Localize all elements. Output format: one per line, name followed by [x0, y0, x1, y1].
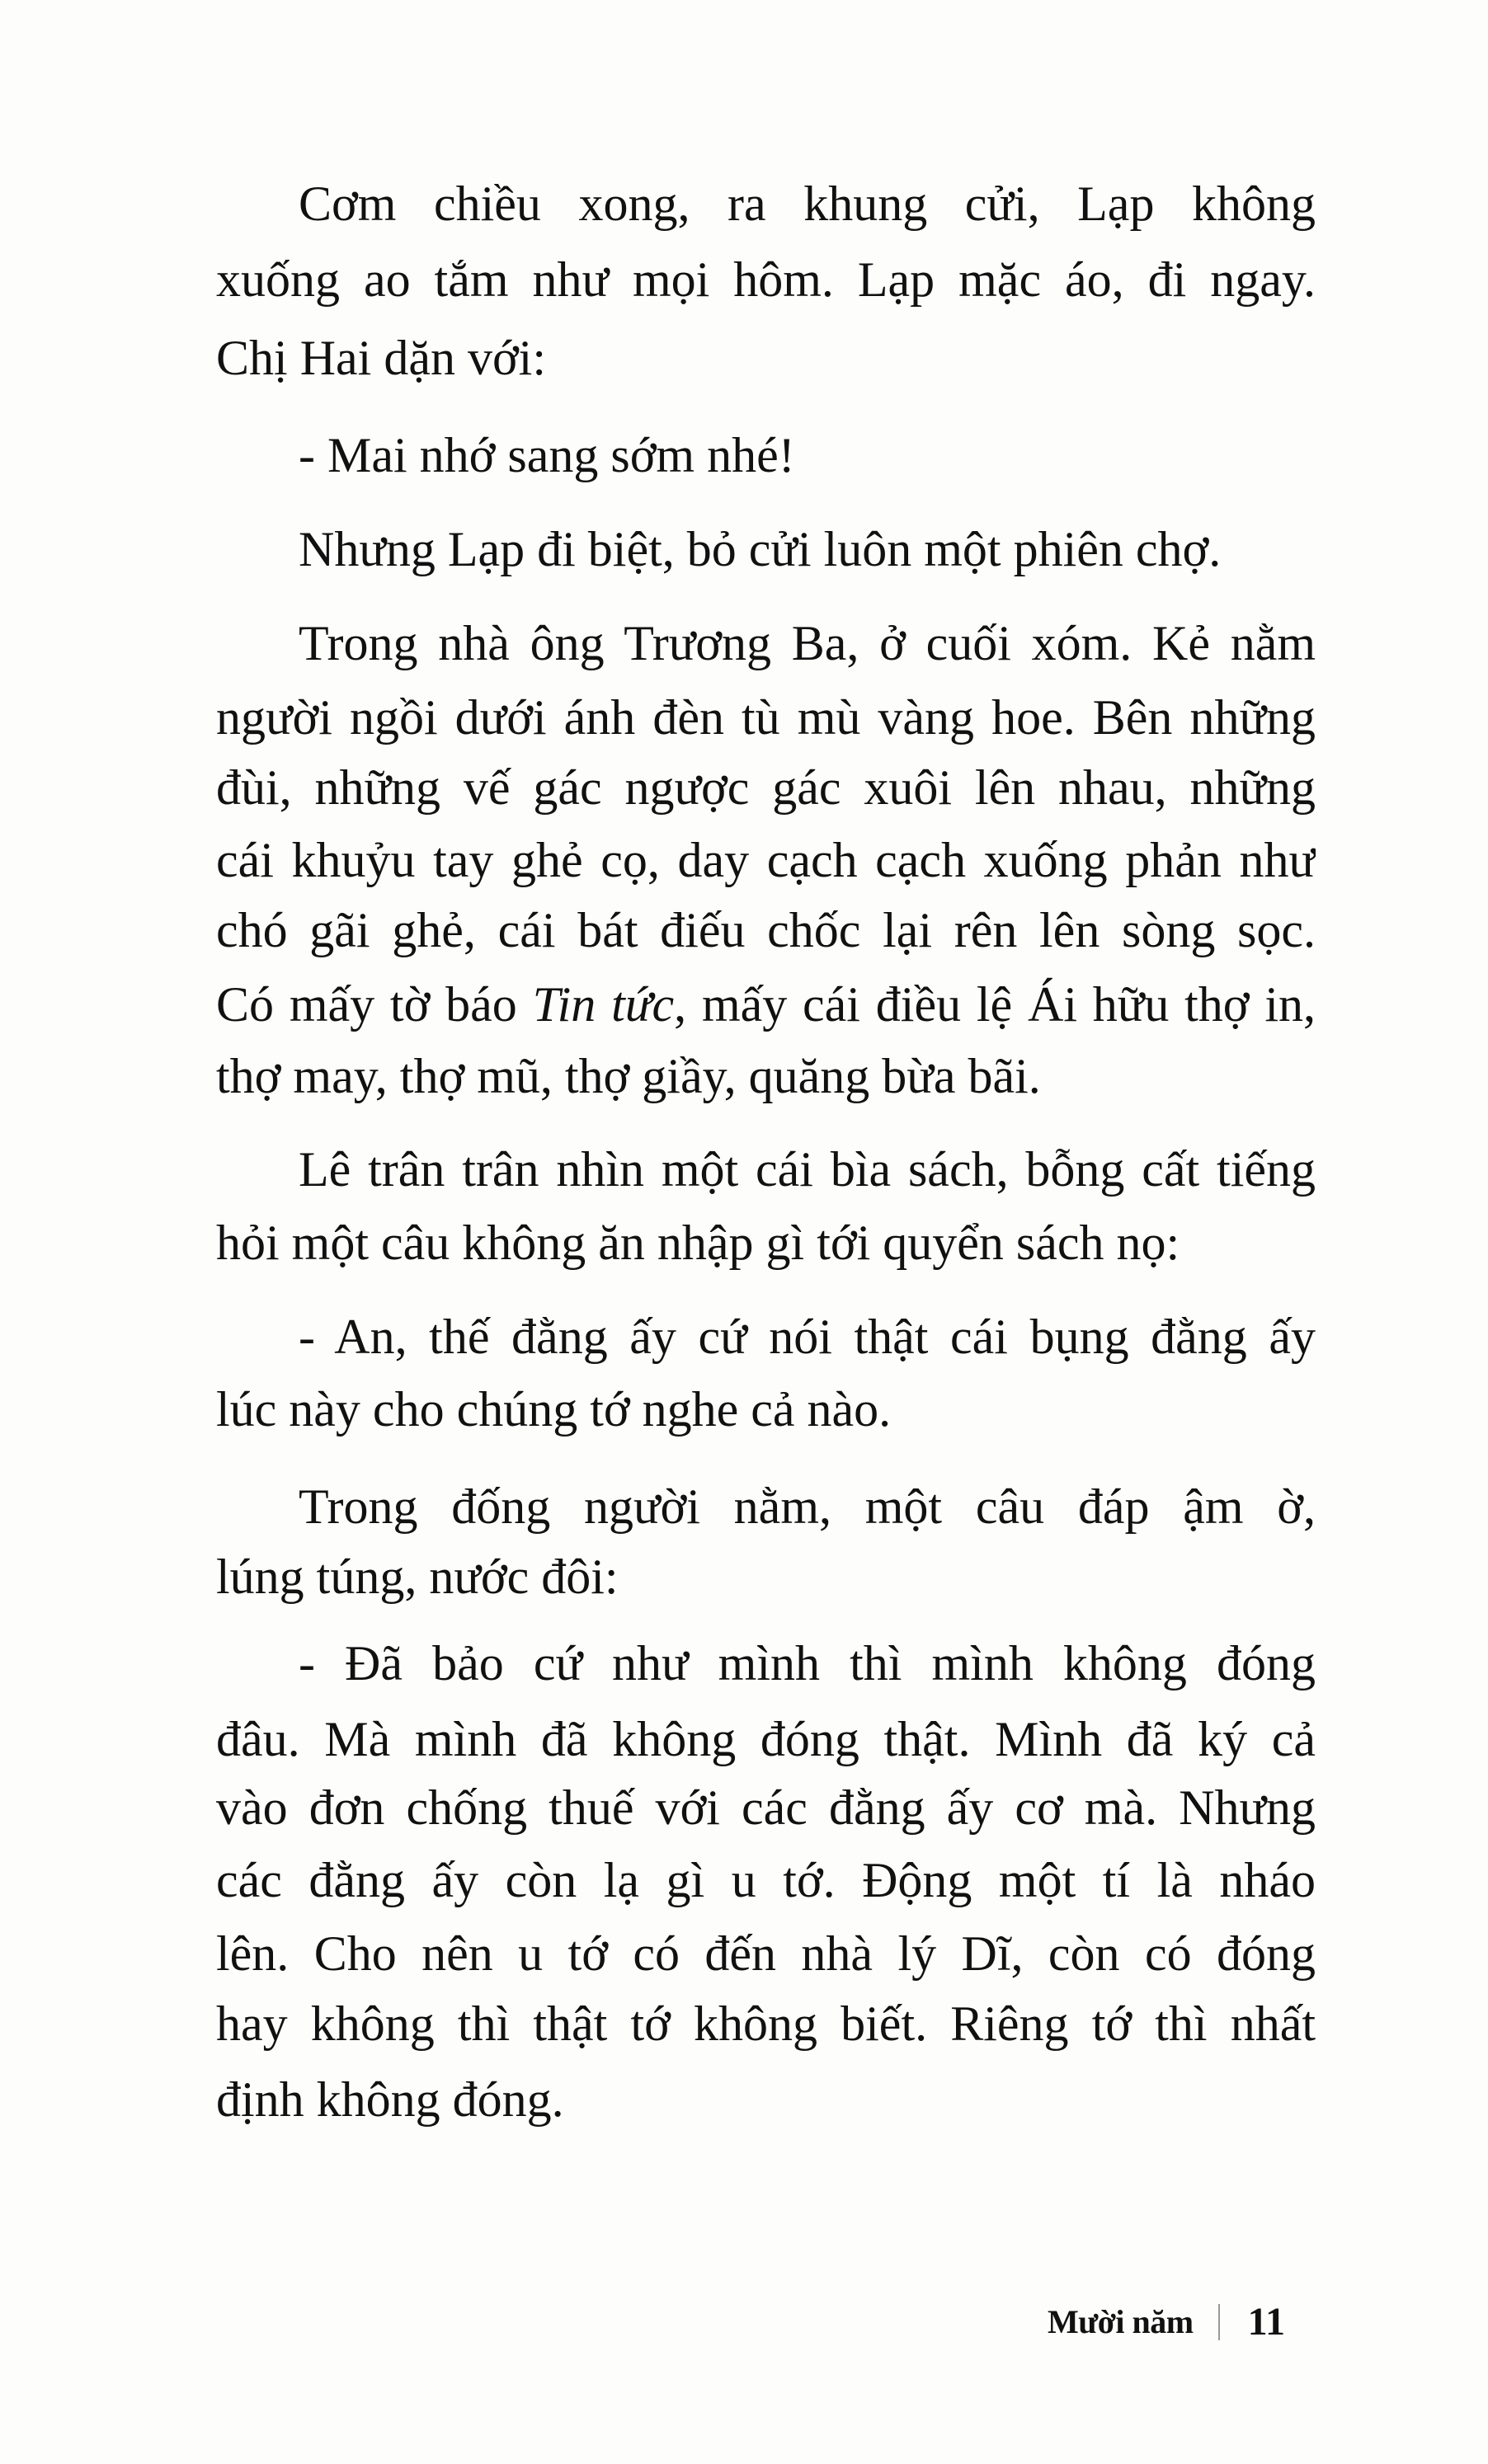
- text-line: [216, 1039, 1316, 1113]
- text-line: [216, 2062, 1316, 2137]
- text-line: [216, 1702, 1316, 1776]
- text-segment: - An, thế đằng ấy cứ nói thật cái bụng đằng ấy: [299, 1310, 1316, 1364]
- text-segment: hay không thì thật tớ không biết. Riêng tớ thì nhất: [216, 1996, 1316, 2051]
- text-segment: Trong nhà ông Trương Ba, ở cuối xóm. Kẻ nằm: [299, 616, 1316, 670]
- text-segment: xuống ao tắm như mọi hôm. Lạp mặc áo, đi ngay.: [216, 252, 1316, 307]
- text-segment: cái khuỷu tay ghẻ cọ, day cạch cạch xuống phản như: [216, 833, 1316, 887]
- text-line: [216, 1916, 1316, 1991]
- text-line: [299, 512, 1316, 586]
- text-segment: thợ may, thợ mũ, thợ giầy, quăng bừa bãi.: [216, 1049, 1041, 1103]
- text-line: [216, 321, 1316, 395]
- text-line: [299, 1469, 1316, 1544]
- footer-divider: [1218, 2304, 1220, 2340]
- text-segment: lúc này cho chúng tớ nghe cả nào.: [216, 1382, 892, 1437]
- text-line: [299, 1626, 1316, 1700]
- text-line: [299, 606, 1316, 680]
- text-line: [216, 1770, 1316, 1845]
- text-line: [216, 893, 1316, 967]
- text-segment: - Đã bảo cứ như mình thì mình không đóng: [299, 1636, 1316, 1690]
- text-line: [216, 242, 1316, 317]
- text-line: [216, 1843, 1316, 1917]
- page-number: 11: [1247, 2300, 1285, 2344]
- running-title: Mười năm: [1048, 2303, 1194, 2340]
- italic-title: Tin tức: [532, 977, 675, 1032]
- text-segment: hỏi một câu không ăn nhập gì tới quyển sách nọ:: [216, 1216, 1180, 1270]
- text-segment: , mấy cái điều lệ Ái hữu thợ in,: [674, 977, 1316, 1032]
- text-line: [299, 1300, 1316, 1374]
- text-segment: Lê trân trân nhìn một cái bìa sách, bỗng cất tiếng: [299, 1142, 1316, 1197]
- text-segment: chó gãi ghẻ, cái bát điếu chốc lại rên lên sòng sọc.: [216, 903, 1316, 957]
- text-segment: đùi, những vế gác ngược gác xuôi lên nhau, những: [216, 760, 1316, 815]
- text-line: [299, 1132, 1316, 1206]
- text-segment: Nhưng Lạp đi biệt, bỏ cửi luôn một phiên chợ.: [299, 522, 1222, 576]
- text-segment: Cơm chiều xong, ra khung cửi, Lạp không: [299, 176, 1316, 231]
- page-footer: [1048, 2297, 1285, 2347]
- text-line: [299, 418, 1316, 492]
- text-segment: Trong đống người nằm, một câu đáp ậm ờ,: [299, 1479, 1316, 1534]
- text-segment: đâu. Mà mình đã không đóng thật. Mình đã ký cả: [216, 1712, 1316, 1766]
- text-segment: lúng túng, nước đôi:: [216, 1549, 619, 1604]
- text-line: [216, 823, 1316, 897]
- text-line: [216, 967, 1316, 1042]
- text-segment: - Mai nhớ sang sớm nhé!: [299, 428, 795, 482]
- text-line: [299, 167, 1316, 241]
- text-line: [216, 750, 1316, 825]
- text-line: [216, 680, 1316, 755]
- text-segment: Có mấy tờ báo: [216, 977, 533, 1032]
- text-line: [216, 1540, 1316, 1614]
- text-segment: người ngồi dưới ánh đèn tù mù vàng hoe. Bên những: [216, 690, 1316, 745]
- text-line: [216, 1206, 1316, 1280]
- text-line: [216, 1987, 1316, 2061]
- text-segment: định không đóng.: [216, 2072, 564, 2127]
- text-segment: Chị Hai dặn với:: [216, 331, 547, 385]
- text-segment: vào đơn chống thuế với các đằng ấy cơ mà. Nhưng: [216, 1780, 1316, 1835]
- text-segment: các đằng ấy còn lạ gì u tớ. Động một tí là nháo: [216, 1853, 1316, 1907]
- text-segment: lên. Cho nên u tớ có đến nhà lý Dĩ, còn có đóng: [216, 1926, 1316, 1981]
- text-line: [216, 1372, 1316, 1446]
